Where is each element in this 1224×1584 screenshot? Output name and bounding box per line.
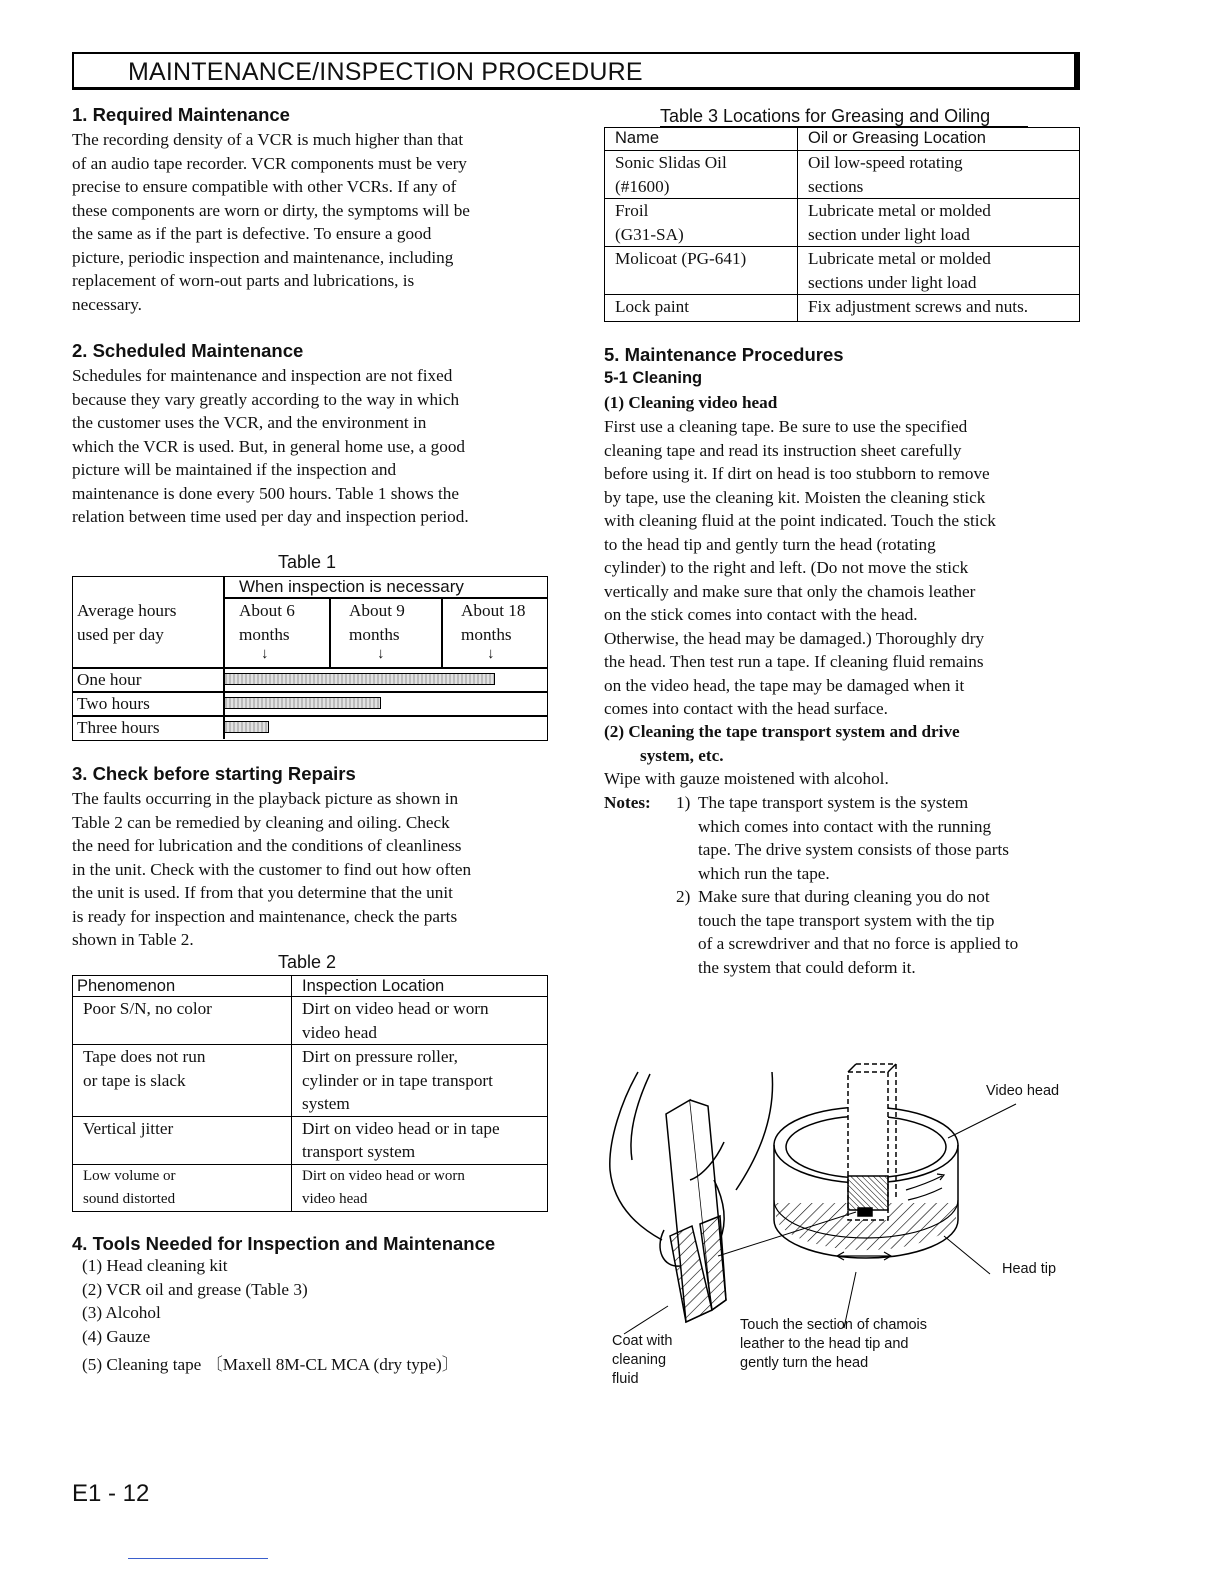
table2-location [292,1116,548,1164]
step1-line: by tape, use the cleaning kit. Moisten the cleaning stick [604,487,986,507]
table-row [73,1045,548,1117]
table3-location [798,295,1080,322]
step1-line: before using it. If dirt on head is too stubborn to remove [604,464,990,483]
section2-heading: 2. Scheduled Maintenance [72,340,304,361]
cell-line: Dirt on video head or worn [302,1167,465,1184]
table1-row-label [77,599,176,646]
note-number: 1) [676,793,691,812]
cell-line: Sonic Slidas Oil [615,153,727,172]
cell-line: (G31-SA) [615,224,684,244]
section1-line: replacement of worn-out parts and lubrications, is [72,271,415,290]
label-line: cleaning [612,1352,667,1368]
cleaning-stick [666,1100,726,1322]
list-item: (3) Alcohol [82,1303,161,1322]
step1-line: comes into contact with the head surface. [604,699,888,718]
section2-line: Schedules for maintenance and inspection are not fixed [72,366,453,385]
table3-col2-header: Oil or Greasing Location [798,128,1080,151]
label-line: fluid [612,1371,639,1387]
step1-line: First use a cleaning tape. Be sure to use the specified [604,417,968,436]
label-line: gently turn the head [740,1355,869,1371]
table3 [604,127,1080,322]
table-row [605,199,1080,247]
table2-phenomenon [73,1164,292,1211]
step2-title-text: (2) Cleaning the tape transport system and drive [604,722,960,741]
section3-line: in the unit. Check with the customer to find out how often [72,859,472,879]
note1-line: The tape transport system is the system [698,793,969,812]
table3-name [605,247,798,295]
table2-phenomenon [73,1116,292,1164]
step1-line: Otherwise, the head may be damaged.) Thoroughly dry [604,628,985,648]
table1 [72,576,548,741]
row-label-line: used per day [77,624,164,644]
table1-caption: Table 1 [278,552,337,572]
head-cleaning-diagram [604,1060,1080,1400]
cell-line: Dirt on video head or in tape [302,1118,500,1138]
label-line: Touch the section of chamois [740,1317,927,1333]
inspection-bar [225,697,381,709]
inspection-bar [225,721,269,733]
notes-label [604,791,651,815]
section3-line: Table 2 can be remedied by cleaning and oiling. Check [72,812,450,832]
section3-line: the unit is used. If from that you determine that the unit [72,883,453,902]
table2-location [292,1164,548,1211]
cell-line: video head [302,1190,368,1207]
table-row [605,295,1080,322]
table1-header: When inspection is necessary [239,577,464,596]
section4-heading: 4. Tools Needed for Inspection and Maintenance [72,1233,496,1254]
table-row [605,128,1080,151]
section2-body [72,364,469,529]
period-line: About 6 [239,601,295,620]
down-arrow-icon: ↓ [377,646,385,662]
cell-line: (#1600) [615,176,670,196]
cell-line: Lock paint [615,297,689,316]
step2-text: Wipe with gauze moistened with alcohol. [604,769,889,788]
cell-line: Fix adjustment screws and nuts. [808,297,1029,316]
note2-line: of a screwdriver and that no force is applied to [698,934,1019,953]
cell-line: or tape is slack [83,1070,186,1090]
cell-line: section under light load [808,224,970,244]
down-arrow-icon: ↓ [487,646,495,662]
table-row [73,997,548,1045]
cell-line: sound distorted [83,1190,176,1207]
cell-line: Low volume or [83,1167,176,1184]
section2-line: maintenance is done every 500 hours. Table 1 shows the [72,483,460,503]
note-number: 2) [676,887,691,906]
table3-name [605,151,798,199]
section2-line: the customer uses the VCR, and the environment in [72,413,427,432]
cell-line: Froil [615,201,649,220]
list-item: (2) VCR oil and grease (Table 3) [82,1280,308,1299]
section2-line: which the VCR is used. But, in general home use, a good [72,436,466,456]
table1-row-label-three: Three hours [77,718,160,737]
table-row [605,151,1080,199]
note1-line: which comes into contact with the running [698,816,992,836]
down-arrow-icon: ↓ [261,646,269,662]
table1-row-label-two: Two hours [77,694,150,713]
list-item: (5) Cleaning tape 〔Maxell 8M-CL MCA (dry type)〕 [82,1355,459,1374]
cell-line: Molicoat (PG-641) [615,249,747,268]
step1-line: on the video head, the tape may be damaged when it [604,675,965,695]
period-line: About 9 [349,601,405,620]
notes-label-text: Notes: [604,793,651,812]
table-row [73,1164,548,1211]
step1-line: the head. Then test run a tape. If cleaning fluid remains [604,652,984,671]
footer-rule [128,1558,268,1559]
step1-line: vertically and make sure that only the chamois leather [604,581,976,601]
table1-row-label-one: One hour [77,670,142,689]
table2-col1-header: Phenomenon [73,976,292,997]
step2-title [604,720,960,767]
step1-line: on the stick comes into contact with the head. [604,605,918,624]
label-line: leather to the head tip and [740,1336,909,1352]
list-item: (4) Gauze [82,1327,151,1346]
cell-line: transport system [302,1142,416,1161]
table2-location [292,997,548,1045]
page-number: E1 - 12 [72,1480,150,1507]
page-header [72,52,1080,90]
section1-line: picture, periodic inspection and maintenance, including [72,247,454,267]
table3-location [798,247,1080,295]
table2-col2-header: Inspection Location [292,976,548,997]
section5-heading: 5. Maintenance Procedures [604,344,844,365]
cell-line: Poor S/N, no color [83,999,212,1018]
section3-line: The faults occurring in the playback picture as shown in [72,789,459,808]
step1-title-text: (1) Cleaning video head [604,393,778,412]
note1-number [676,791,690,815]
label-line: Coat with [612,1333,673,1349]
table3-name [605,199,798,247]
coat-fluid-label [612,1332,672,1389]
note2-body [698,885,1018,979]
step2-body [604,767,889,791]
section2-line: because they vary greatly according to the way in which [72,389,460,409]
head-tip-label: Head tip [1002,1261,1057,1277]
cell-line: Dirt on video head or worn [302,999,489,1018]
section3-line: shown in Table 2. [72,930,194,949]
step1-line: cleaning tape and read its instruction sheet carefully [604,440,962,460]
section1-heading: 1. Required Maintenance [72,104,290,125]
section1-line: precise to ensure compatible with other VCRs. If any of [72,177,457,196]
step2-title-text: system, etc. [640,745,724,765]
section1-line: The recording density of a VCR is much higher than that [72,130,464,149]
section3-line: the need for lubrication and the conditions of cleanliness [72,836,462,855]
note1-line: which run the tape. [698,863,830,883]
table3-caption: Table 3 Locations for Greasing and Oiling [660,106,991,126]
touch-instruction-label [740,1316,927,1373]
section1-line: the same as if the part is defective. To ensure a good [72,224,432,243]
section1-line: these components are worn or dirty, the symptoms will be [72,200,470,220]
table2-phenomenon [73,997,292,1045]
note2-line: Make sure that during cleaning you do not [698,887,990,906]
section3-body [72,787,471,952]
section1-body [72,128,470,316]
note1-body [698,791,1009,885]
section5-subheading: 5-1 Cleaning [604,369,703,387]
period-line: months [461,624,512,644]
table2-location [292,1045,548,1117]
row-label-line: Average hours [77,601,177,620]
step1-line: to the head tip and gently turn the head (rotating [604,534,936,554]
table-row [73,976,548,997]
table2 [72,975,548,1212]
video-head-label: Video head [986,1083,1060,1099]
note2-line: the system that could deform it. [698,957,916,977]
period-line: About 18 [461,601,526,620]
table-row [605,247,1080,295]
inspection-bar [225,673,495,685]
cell-line: sections under light load [808,272,977,292]
table2-caption: Table 2 [278,952,337,972]
table3-col1-header: Name [605,128,798,151]
table-row [73,1116,548,1164]
table3-location [798,151,1080,199]
cell-line: Dirt on pressure roller, [302,1047,458,1066]
table3-location [798,199,1080,247]
note2-number [676,885,690,909]
header-rule [74,87,1074,90]
cell-line: Lubricate metal or molded [808,201,991,220]
section3-line: is ready for inspection and maintenance, check the parts [72,906,458,926]
cell-line: system [302,1094,350,1113]
cell-line: video head [302,1022,377,1042]
cell-line: Lubricate metal or molded [808,249,991,268]
table3-name [605,295,798,322]
note2-line: touch the tape transport system with the tip [698,910,995,930]
table1-period-9 [349,599,405,662]
cell-line: cylinder or in tape transport [302,1070,493,1090]
page-title: MAINTENANCE/INSPECTION PROCEDURE [128,58,643,86]
cell-line: Tape does not run [83,1047,206,1066]
cell-line: Vertical jitter [83,1118,174,1138]
step1-body [604,415,996,721]
period-line: months [239,624,290,644]
step1-line: with cleaning fluid at the point indicated. Touch the stick [604,511,996,530]
section3-heading: 3. Check before starting Repairs [72,763,356,784]
section1-line: of an audio tape recorder. VCR components must be very [72,153,467,173]
period-line: months [349,624,400,644]
table1-period-6 [239,599,295,662]
section1-line: necessary. [72,294,142,314]
step1-title [604,391,777,415]
section2-line: relation between time used per day and inspection period. [72,507,469,526]
cell-line: sections [808,176,864,196]
note1-line: tape. The drive system consists of those parts [698,840,1009,859]
list-item: (1) Head cleaning kit [82,1256,228,1275]
section2-line: picture will be maintained if the inspection and [72,460,397,479]
step1-line: cylinder) to the right and left. (Do not move the stick [604,558,969,577]
cell-line: Oil low-speed rotating [808,153,963,172]
table1-period-18 [461,599,525,662]
table2-phenomenon [73,1045,292,1117]
